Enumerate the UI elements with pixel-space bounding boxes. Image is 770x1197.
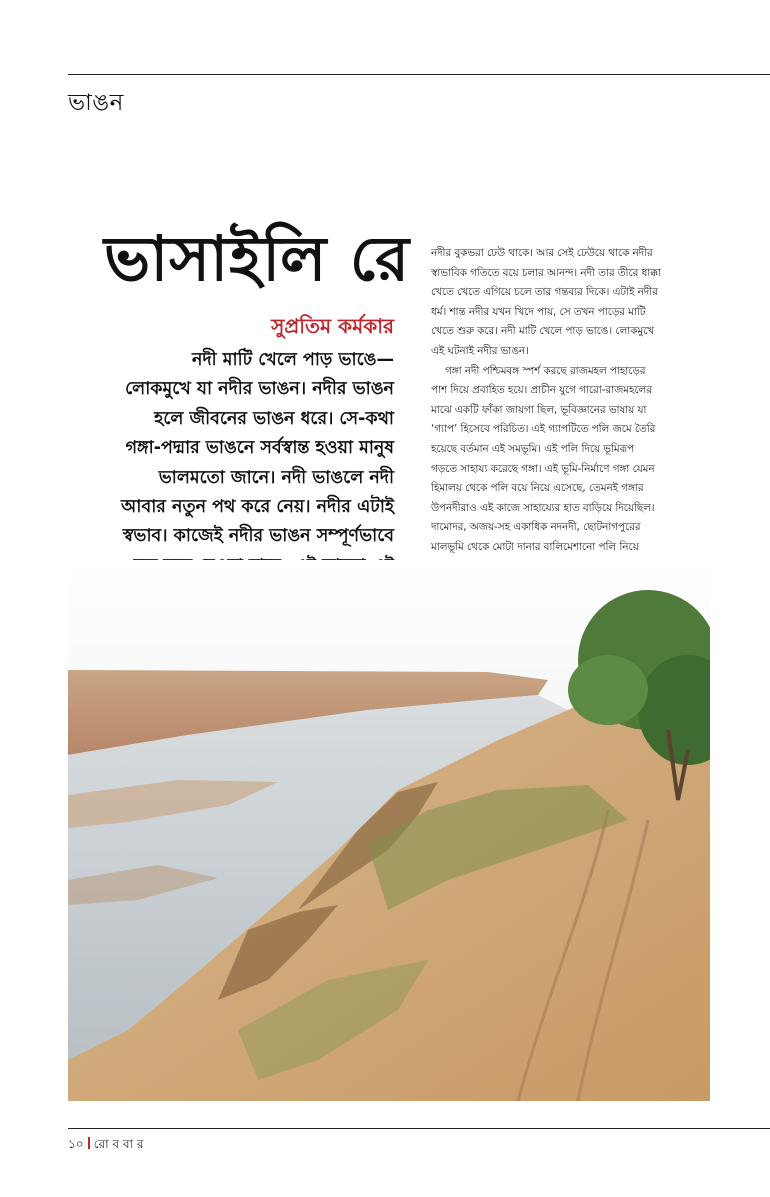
standfirst-line: ভালমতো জানে। নদী ভাঙলে নদী bbox=[158, 467, 394, 488]
body-line: উপনদীরাও এই কাজে সাহায্যের হাত বাড়িয়ে দিয়েছিল। bbox=[431, 501, 655, 514]
article-title: ভাসাইলি রে bbox=[104, 222, 411, 295]
standfirst-line: গঙ্গা-পদ্মার ভাঙনে সর্বস্বান্ত হওয়া মানুষ bbox=[125, 438, 394, 459]
standfirst-line: হলে জীবনের ভাঙন ধরে। সে-কথা bbox=[154, 408, 394, 429]
body-line: হয়েছে বর্তমান এই সমভূমি। এই পলি দিয়ে ভূমিরূপ bbox=[431, 442, 635, 455]
magazine-name: রো ব বা র bbox=[93, 1137, 144, 1151]
body-line: নদীর বুকভরা ঢেউ থাকে। আর সেই ঢেউয়ে থাকে নদীর bbox=[431, 247, 653, 259]
page-footer bbox=[68, 1136, 143, 1156]
standfirst-line: নদী মাটি খেলে পাড় ভাঙে— bbox=[192, 350, 394, 370]
author-byline: সুপ্রতিম কর্মকার bbox=[271, 314, 394, 338]
body-line: খেতে শুরু করে। নদী মাটি খেলে পাড় ভাঙে। লোকমুখে bbox=[431, 325, 654, 338]
body-line: গঙ্গা নদী পশ্চিমবঙ্গ স্পর্শ করছে রাজমহল পাহাড়ের bbox=[445, 364, 646, 377]
standfirst-line: লোকমুখে যা নদীর ভাঙন। নদীর ভাঙন bbox=[125, 379, 394, 400]
standfirst-line: আবার নতুন পথ করে নেয়। নদীর এটাই bbox=[121, 497, 394, 518]
body-line: এই ঘটনাই নদীর ভাঙন। bbox=[431, 344, 529, 357]
body-line: মালভূমি থেকে মোটা দানার বালিমেশানো পলি নিয়ে bbox=[431, 540, 639, 553]
footer-rule bbox=[68, 1128, 770, 1129]
page-number: ১০ bbox=[68, 1137, 84, 1151]
body-line: হিমালয় থেকে পলি বয়ে নিয়ে এসেছে, তেমনই গঙ্গার bbox=[431, 482, 644, 495]
body-line: পাশ দিয়ে প্রবাহিত হয়ে। প্রাচীন যুগে গারো-রাজমহলের bbox=[431, 384, 652, 397]
river-bank-photo bbox=[68, 560, 710, 1101]
body-line: দামোদর, অজয়-সহ একাধিক নদনদী, ছোটনাগপুরের bbox=[431, 521, 641, 534]
body-line: খেতে খেতে এগিয়ে চলে তার গন্তব্যর দিকে। এটাই নদীর bbox=[431, 286, 658, 299]
body-line: ‘গ্যাপ’ হিসেবে পরিচিত। এই গ্যাপটিতে পলি জমে তৈরি bbox=[431, 423, 656, 436]
standfirst-line: স্বভাব। কাজেই নদীর ভাঙন সম্পূর্ণভাবে bbox=[122, 526, 394, 547]
header-rule bbox=[68, 74, 770, 75]
body-line: স্বাভাবিক গতিতে বয়ে চলার আনন্দ। নদী তার তীরে ধাক্কা bbox=[431, 266, 661, 279]
section-label: ভাঙন bbox=[68, 90, 124, 116]
body-line: গড়তে সাহায্য করেছে গঙ্গা। এই ভূমি-নির্মাণে গঙ্গা যেমন bbox=[431, 462, 655, 475]
footer-separator bbox=[88, 1137, 90, 1149]
body-line: মাঝে একটি ফাঁকা জায়গা ছিল, ভূবিজ্ঞানের ভাষায় যা bbox=[431, 403, 647, 416]
body-line: ধর্ম। শান্ত নদীর যখন খিদে পায়, সে তখন পাড়ের মাটি bbox=[431, 305, 646, 318]
